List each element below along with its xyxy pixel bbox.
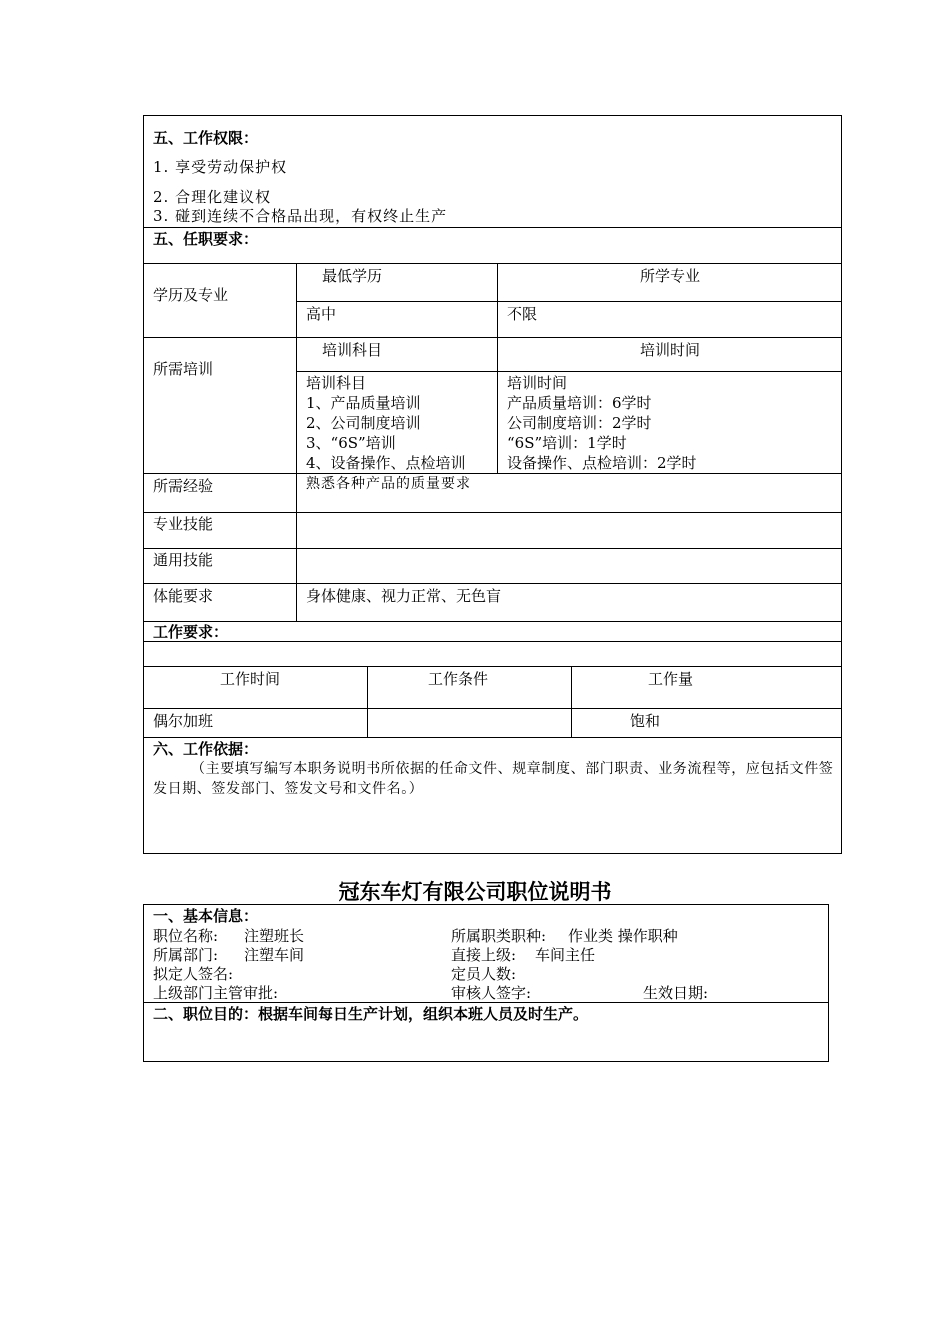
value-column-divider: [497, 263, 498, 473]
education-label: 学历及专业: [153, 286, 229, 304]
job-requirements-heading: 五、任职要求：: [153, 230, 259, 248]
headcount-label: 定员人数:: [451, 965, 517, 983]
column-divider: [571, 666, 572, 737]
experience-value: 熟悉各种产品的质量要求: [306, 476, 471, 492]
position-name-label: 职位名称:: [153, 927, 219, 945]
work-requirements-heading: 工作要求：: [153, 623, 229, 641]
training-time: “6S”培训：1学时: [507, 434, 627, 452]
authority-item: 3. 碰到连续不合格品出现，有权终止生产: [153, 207, 448, 225]
general-skills-label: 通用技能: [153, 551, 214, 569]
work-basis-heading: 六、工作依据：: [153, 740, 259, 758]
training-time: 设备操作、点检培训：2学时: [507, 454, 697, 472]
department-value: 注塑车间: [244, 946, 305, 964]
label-column-divider: [296, 263, 297, 621]
drafter-label: 拟定人签名:: [153, 965, 234, 983]
training-subject: 培训科目: [306, 374, 367, 392]
cell-divider: [296, 301, 842, 302]
major-value: 不限: [507, 305, 538, 323]
work-conditions-header: 工作条件: [428, 670, 489, 688]
min-education-header: 最低学历: [322, 267, 383, 285]
row-divider: [143, 1002, 829, 1003]
column-divider: [367, 666, 368, 737]
row-divider: [143, 337, 842, 338]
training-subject-header: 培训科目: [322, 341, 383, 359]
cell-divider: [296, 371, 842, 372]
superior-value: 车间主任: [535, 946, 596, 964]
authority-item: 1. 享受劳动保护权: [153, 158, 288, 176]
authority-item: 2. 合理化建议权: [153, 188, 272, 206]
document-title: 冠东车灯有限公司职位说明书: [338, 879, 612, 904]
training-time-header: 培训时间: [640, 341, 701, 359]
work-time-header: 工作时间: [220, 670, 281, 688]
training-label: 所需培训: [153, 360, 214, 378]
reviewer-label: 审核人签字:: [451, 984, 532, 1002]
workload-header: 工作量: [648, 670, 694, 688]
basic-info-heading: 一、基本信息：: [153, 907, 259, 925]
work-basis-note: （主要填写编写本职务说明书所依据的任命文件、规章制度、部门职责、业务流程等，应包括文件签发日期、签发部门、签发文号和文件名。）: [153, 761, 834, 797]
superior-label: 直接上级:: [451, 946, 517, 964]
training-subject: 3、“6S”培训: [306, 434, 396, 452]
position-purpose: 二、职位目的：根据车间每日生产计划，组织本班人员及时生产。: [153, 1005, 589, 1023]
department-label: 所属部门:: [153, 946, 219, 964]
effective-date-label: 生效日期:: [643, 984, 709, 1002]
min-education-value: 高中: [306, 305, 337, 323]
training-time: 公司制度培训：2学时: [507, 414, 652, 432]
work-authority-heading: 五、工作权限：: [153, 129, 259, 147]
workload-value: 饱和: [630, 712, 661, 730]
row-divider: [143, 737, 842, 738]
row-divider: [143, 512, 842, 513]
professional-skills-label: 专业技能: [153, 515, 214, 533]
row-divider: [143, 263, 842, 264]
approver-label: 上级部门主管审批:: [153, 984, 279, 1002]
row-divider: [143, 548, 842, 549]
physical-label: 体能要求: [153, 587, 214, 605]
row-divider: [143, 227, 842, 228]
work-time-value: 偶尔加班: [153, 712, 214, 730]
training-subject: 2、公司制度培训: [306, 414, 421, 432]
row-divider: [143, 473, 842, 474]
training-subject: 4、设备操作、点检培训: [306, 454, 466, 472]
physical-value: 身体健康、视力正常、无色盲: [306, 587, 502, 605]
row-divider: [143, 666, 842, 667]
row-divider: [143, 583, 842, 584]
experience-label: 所需经验: [153, 477, 214, 495]
training-subject: 1、产品质量培训: [306, 394, 421, 412]
position-name-value: 注塑班长: [244, 927, 305, 945]
training-time: 培训时间: [507, 374, 568, 392]
row-divider: [143, 708, 842, 709]
category-label: 所属职类职种:: [451, 927, 547, 945]
major-header: 所学专业: [640, 267, 701, 285]
row-divider: [143, 641, 842, 642]
category-value: 作业类 操作职种: [568, 927, 678, 945]
training-time: 产品质量培训：6学时: [507, 394, 652, 412]
row-divider: [143, 621, 842, 622]
